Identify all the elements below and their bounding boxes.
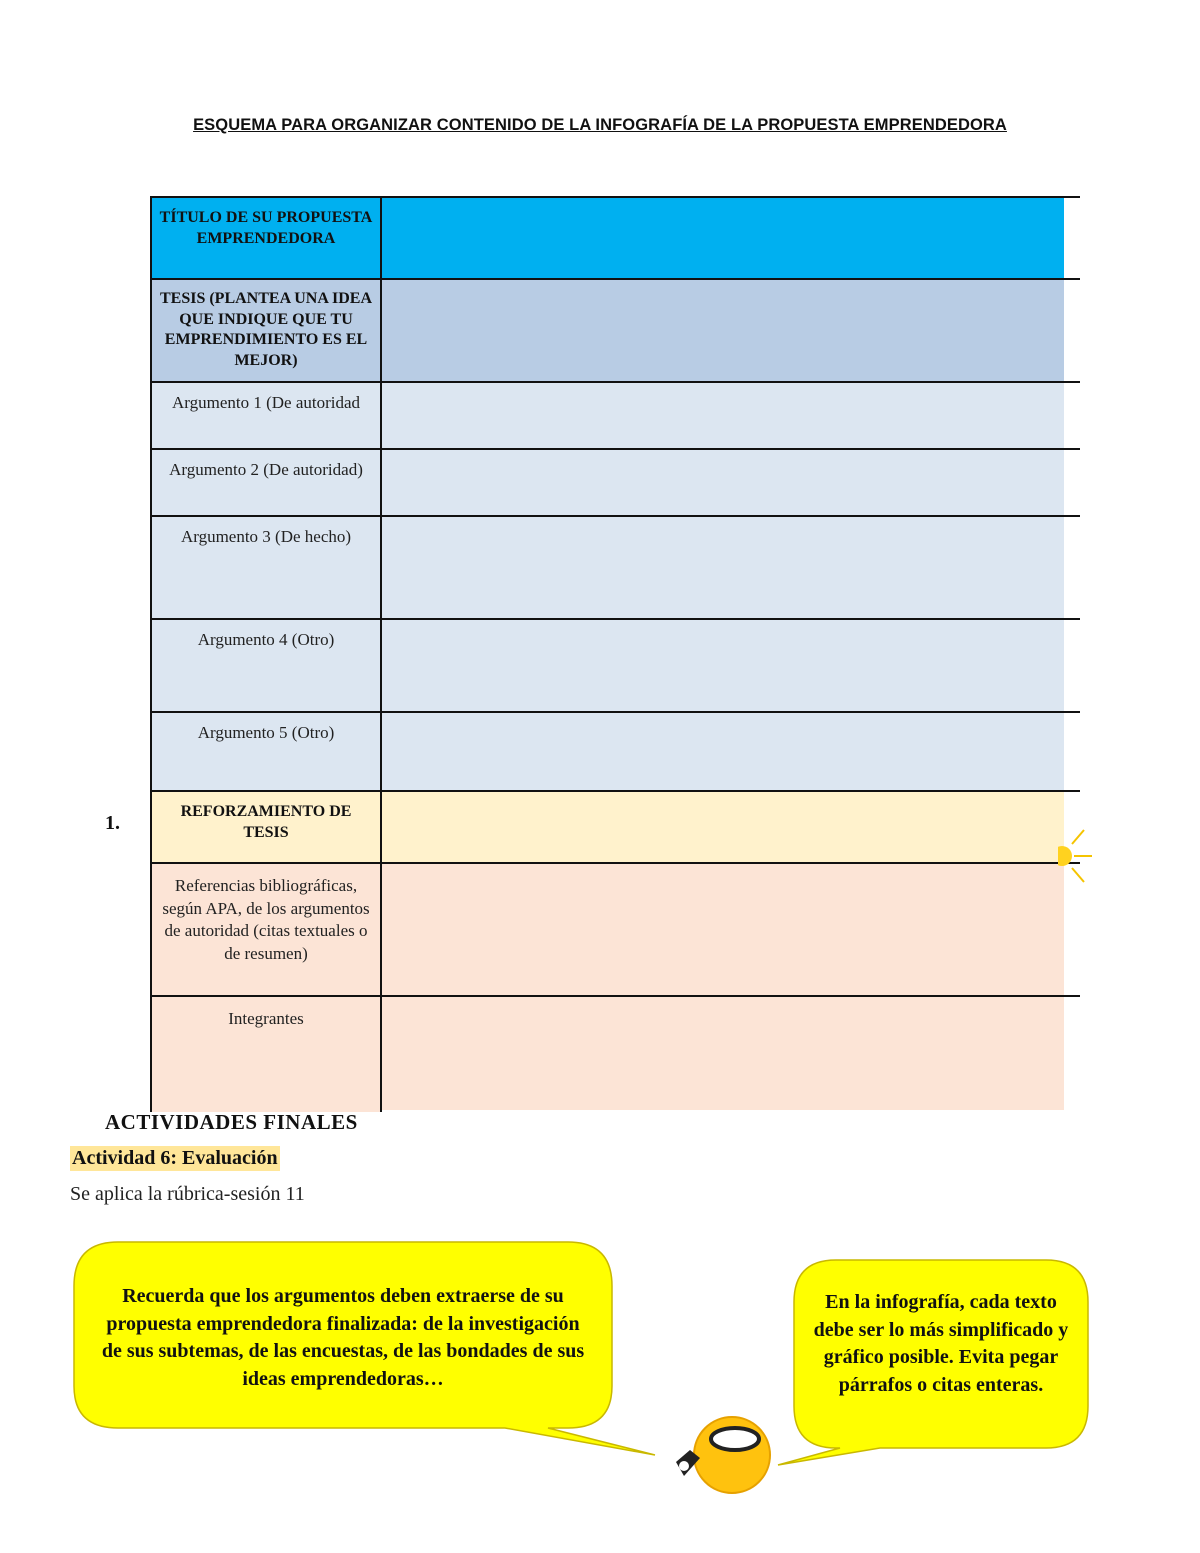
thesis-label: TESIS (PLANTEA UNA IDEA QUE INDIQUE QUE TU EMPRENDIMIENTO ES EL MEJOR) (159, 290, 373, 369)
final-activities-heading: ACTIVIDADES FINALES (105, 1110, 358, 1134)
smiley-mascot-icon (676, 1417, 770, 1493)
argument-3-label: Argumento 3 (De hecho) (180, 527, 352, 546)
right-callout-text: En la infografía, cada texto debe ser lo más simplificado y gráfico posible. Evita pegar párrafos o citas enteras. (813, 1291, 1069, 1396)
references-label: Referencias bibliográficas, según APA, de los argumentos de autoridad (citas textuales o de resumen) (162, 876, 370, 963)
argument-2-label: Argumento 2 (De autoridad) (169, 460, 363, 479)
left-callout-text: Recuerda que los argumentos deben extraerse de su propuesta emprendedora finalizada: de la investigación de sus subtemas, de las encuestas, de las bondades de sus ideas emprendedoras… (101, 1285, 585, 1390)
argument-4-label: Argumento 4 (Otro) (197, 630, 335, 649)
thesis-reinforcement-label: REFORZAMIENTO DE TESIS (180, 803, 352, 841)
argument-1-label: Argumento 1 (De autoridad (171, 393, 361, 412)
activity-label: Actividad 6: Evaluación (72, 1147, 278, 1169)
rubric-note: Se aplica la rúbrica-sesión 11 (70, 1183, 305, 1205)
argument-5-label: Argumento 5 (Otro) (197, 723, 335, 742)
title-label: TÍTULO DE SU PROPUESTA EMPRENDEDORA (159, 209, 373, 247)
members-label: Integrantes (228, 1009, 304, 1028)
list-number: 1. (105, 812, 120, 834)
document-title: ESQUEMA PARA ORGANIZAR CONTENIDO DE LA INFOGRAFÍA DE LA PROPUESTA EMPRENDEDORA (193, 116, 1007, 134)
